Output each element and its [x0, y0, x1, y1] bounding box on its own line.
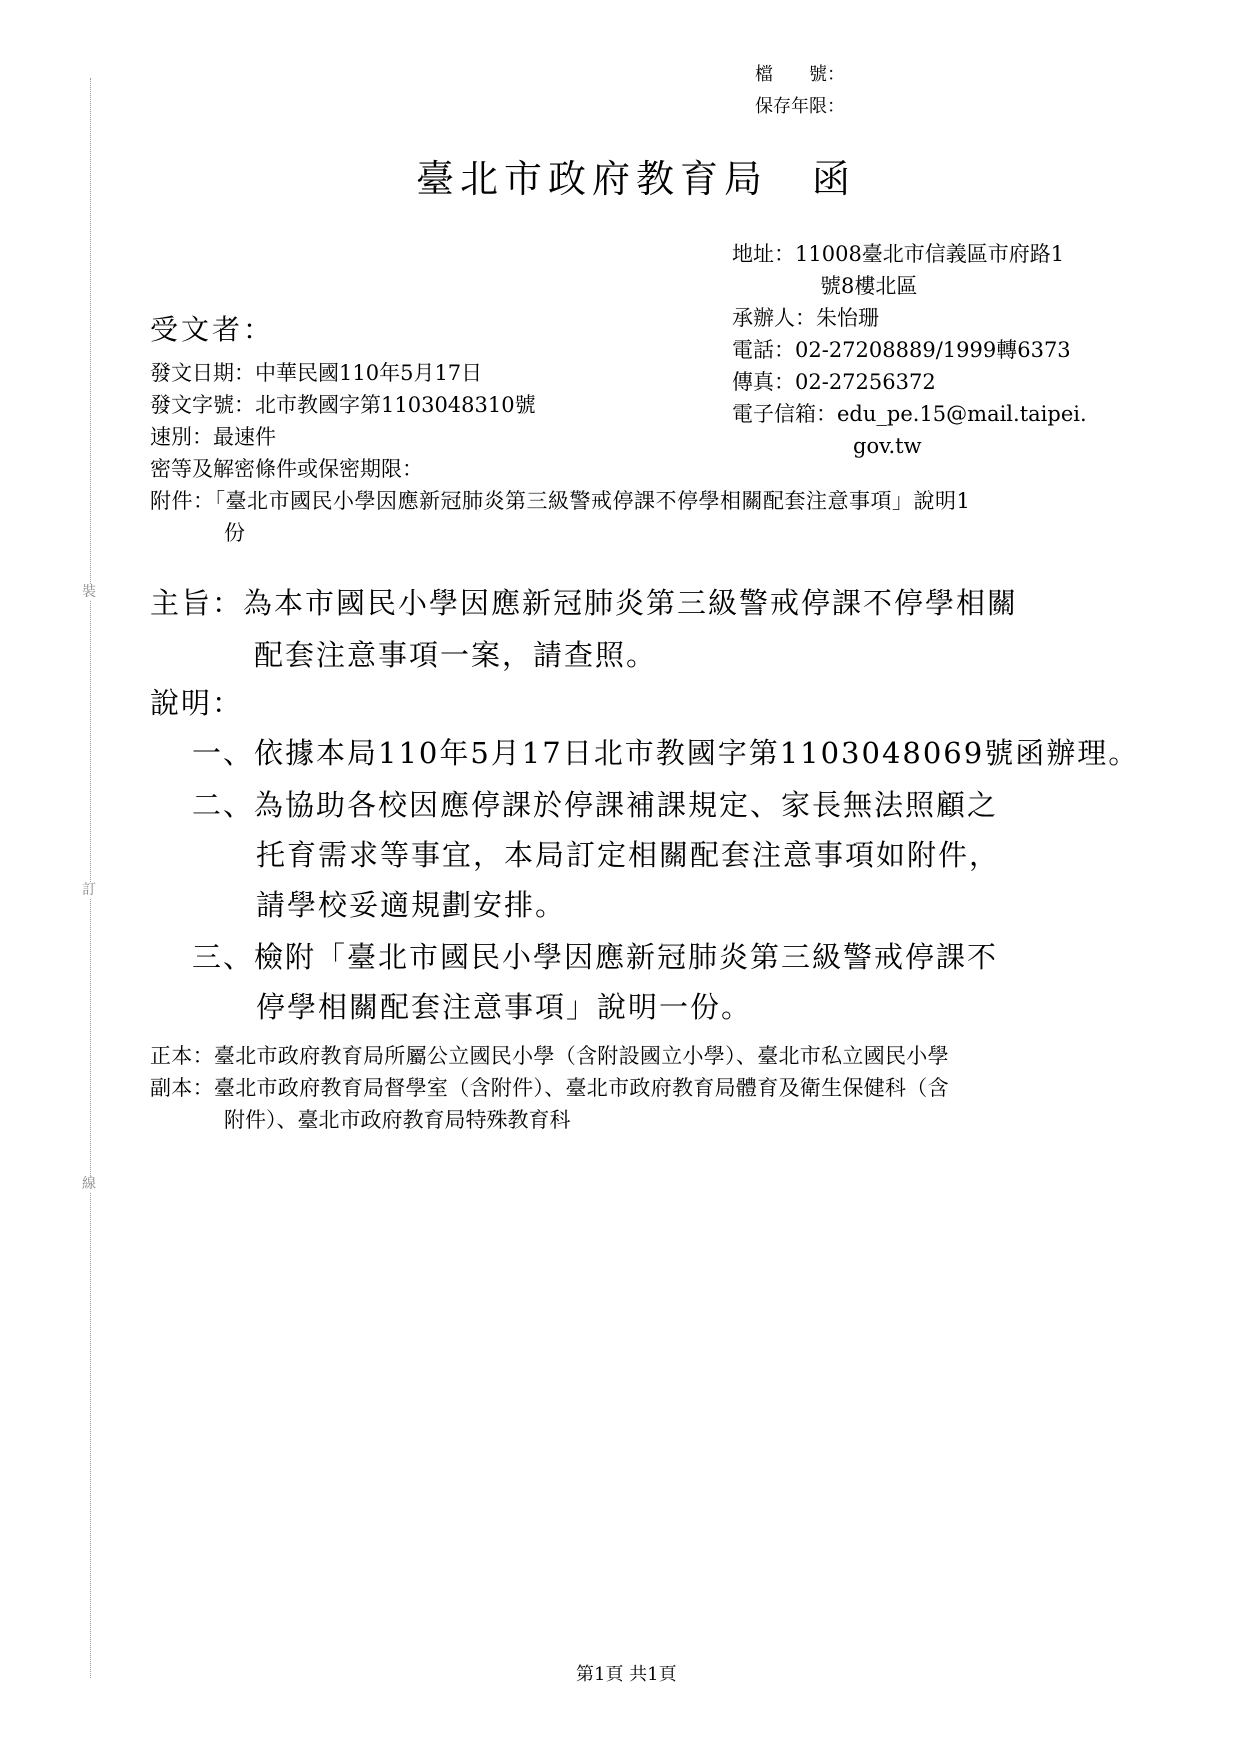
explanation-item-2-line-3: 請學校妥適規劃安排。	[256, 888, 567, 922]
explanation-item-1: 一、依據本局110年5月17日北市教國字第1103048069號函辦理。	[192, 736, 1140, 770]
page-number: 第1頁 共1頁	[576, 1664, 677, 1685]
binding-mark-middle: 訂	[82, 882, 96, 898]
explanation-item-3-line-1: 三、檢附「臺北市國民小學因應新冠肺炎第三級警戒停課不	[192, 940, 999, 974]
fax: 傳真：02-27256372	[732, 370, 936, 394]
distribution-copy-line-1: 副本：臺北市政府教育局督學室（含附件）、臺北市政府教育局體育及衛生保健科（含	[150, 1076, 949, 1100]
distribution-main: 正本：臺北市政府教育局所屬公立國民小學（含附設國立小學）、臺北市私立國民小學	[150, 1044, 949, 1068]
attachment-line-1: 附件：「臺北市國民小學因應新冠肺炎第三級警戒停課不停學相關配套注意事項」說明1	[150, 489, 971, 513]
email-line-1: 電子信箱：edu_pe.15@mail.taipei.	[732, 402, 1087, 426]
subject-line-1: 主旨：為本市國民小學因應新冠肺炎第三級警戒停課不停學相關	[150, 586, 1019, 620]
explanation-item-2-line-1: 二、為協助各校因應停課於停課補課規定、家長無法照顧之	[192, 788, 999, 822]
phone: 電話：02-27208889/1999轉6373	[732, 338, 1071, 362]
binding-mark-bottom: 線	[82, 1176, 96, 1192]
binding-mark-top: 裝	[82, 584, 96, 600]
email-line-2: gov.tw	[853, 434, 922, 458]
issue-date: 發文日期：中華民國110年5月17日	[150, 361, 483, 385]
binding-dotted-line	[90, 78, 91, 1678]
explanation-heading: 說明：	[150, 686, 244, 720]
document-number: 發文字號：北市教國字第1103048310號	[150, 393, 536, 417]
retention-period-label: 保存年限：	[755, 96, 845, 117]
page-title: 臺北市政府教育局 函	[416, 157, 857, 201]
distribution-copy-line-2: 附件）、臺北市政府教育局特殊教育科	[224, 1108, 571, 1132]
subject-line-2: 配套注意事項一案，請查照。	[254, 638, 658, 672]
recipient-label: 受文者：	[150, 313, 275, 346]
address-line-1: 地址：11008臺北市信義區市府路1	[732, 242, 1065, 266]
secrecy-level: 密等及解密條件或保密期限：	[150, 457, 423, 481]
file-number-label: 檔 號：	[755, 64, 845, 85]
explanation-item-3-line-2: 停學相關配套注意事項」說明一份。	[256, 990, 753, 1024]
attachment-line-2: 份	[224, 521, 245, 545]
handler: 承辦人：朱怡珊	[732, 306, 879, 330]
explanation-item-2-line-2: 托育需求等事宜，本局訂定相關配套注意事項如附件，	[256, 838, 1001, 872]
address-line-2: 號8樓北區	[820, 274, 918, 298]
speed-category: 速別：最速件	[150, 425, 276, 449]
